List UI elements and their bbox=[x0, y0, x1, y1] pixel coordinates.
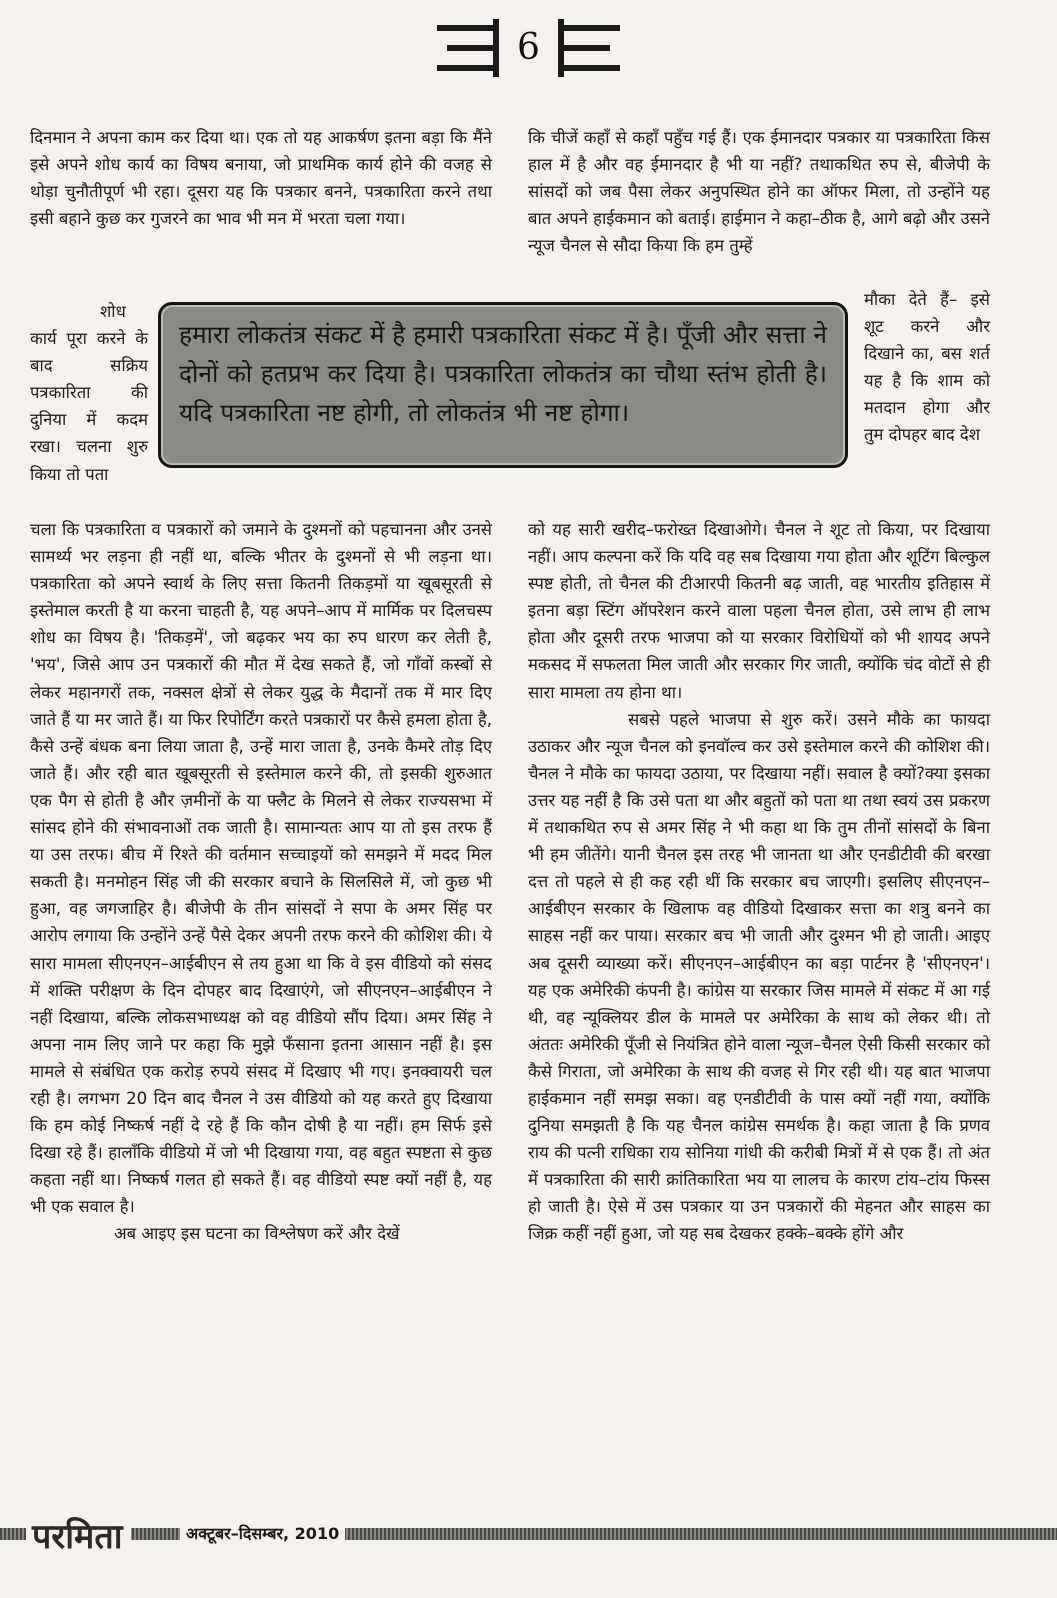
paragraph: सबसे पहले भाजपा से शुरु करें। उसने मौके का फायदा उठाकर और न्यूज चैनल को इनवॉल्व कर उसे इस्तेमाल करने की कोशिश की। चैनल ने मौके का फायदा उठाया, पर दिखाया नहीं। सवाल है क्यों?क्या इसका उत्तर यह नहीं है कि उसे पता था और बहुतों को पता था तथा स्वयं उस प्रकरण में तथाकथित रुप से अमर सिंह ने भी कहा था कि तुम तीनों सांसदों के बिना भी हम जीतेंगे। यानी चैनल इस तरह भी जानता था और एनडीटीवी की बरखा दत्त तो पहले से ही कह रही थीं कि सरकार बच जाएगी। इसलिए सीएनएन–आईबीएन सरकार के खिलाफ वह वीडियो दिखाकर सत्ता का शत्रु बनने का साहस नहीं कर पाया। सरकार बच भी जाती और दुश्मन भी हो जाती। आइए अब दूसरी व्याख्या करें। सीएनएन–आईबीएन का बड़ा पार्टनर है 'सीएनएन'। यह एक अमेरिकी कंपनी है। कांग्रेस या सरकार जिस मामले में संकट में आ गई थी, वह न्यूक्लियर डील के मामले पर अमेरिका के साथ को लेकर थी। तो अंततः अमेरिकी पूँजी से नियंत्रित होने वाला न्यूज–चैनल ऐसी किसी सरकार को कैसे गिराता, जो अमेरिका के साथ की वजह से गिर रही थी। यह बात भाजपा हाईकमान नहीं समझ सका। वह एनडीटीवी के पास क्यों नहीं गया, क्योंकि दुनिया समझती है कि यह चैनल कांग्रेस समर्थक है। कहा जाता है कि प्रणव राय की पत्नी राधिका राय सोनिया गांधी की करीबी मित्रों में से एक हैं। तो अंत में पत्रकारिता की सारी क्रांतिकारिता भय या लालच के कारण टांय–टांय फिस्स हो जाती है। ऐसे में उस पत्रकार या उन पत्रकारों की मेहनत और साहस का जिक्र कहीं नहीं हुआ, जो यह सब देखकर हक्के–बक्के होंगे और bbox=[528, 709, 990, 1244]
paragraph: शोध कार्य पूरा करने के बाद सक्रिय पत्रकारिता की दुनिया में कदम रखा। चलना शुरु किया तो पता bbox=[30, 302, 148, 484]
left-column-top bbox=[30, 124, 492, 232]
page-header bbox=[0, 8, 1057, 88]
footer-rule bbox=[0, 1528, 1057, 1540]
magazine-logo: परमिता bbox=[26, 1512, 131, 1558]
right-column-top bbox=[528, 124, 990, 259]
left-wrap-text bbox=[30, 298, 148, 488]
pull-quote: हमारा लोकतंत्र संकट में है हमारी पत्रकारिता संकट में है। पूँजी और सत्ता ने दोनों को हतप्रभ कर दिया है। पत्रकारिता लोकतंत्र का चौथा स्तंभ होती है। यदि पत्रकारिता नष्ट होगी, तो लोकतंत्र भी नष्ट होगा। bbox=[158, 302, 848, 468]
right-folio-ornament-icon bbox=[548, 13, 626, 83]
paragraph: को यह सारी खरीद–फरोख्त दिखाओगे। चैनल ने शूट तो किया, पर दिखाया नहीं। आप कल्पना करें कि यदि वह सब दिखाया गया होता और शूटिंग बिल्कुल स्पष्ट होती, तो चैनल की टीआरपी कितनी बढ़ जाती, वह भारतीय इतिहास में इतना बड़ा स्टिंग ऑपरेशन करने वाला पहला चैनल होता, उसे लाभ ही लाभ होता और दूसरी तरफ भाजपा को या सरकार विरोधियों को भी शायद अपने मकसद में सफलता मिल जाती और सरकार गिर जाती, क्योंकि चंद वोटों से ही सारा मामला तय होना था। bbox=[528, 520, 990, 702]
paragraph: चला कि पत्रकारिता व पत्रकारों को जमाने के दुश्मनों को पहचानना और उनसे सामर्थ्य भर लड़ना ही नहीं था, बल्कि भीतर के दुश्मनों से भी लड़ना था। पत्रकारिता को अपने स्वार्थ के लिए सत्ता कितनी तिकड़मों या खूबसूरती से इस्तेमाल करती है या करना चाहती है, यह अपने–आप में मार्मिक पर दिलचस्प शोध का विषय है। 'तिकड़में', जो बढ़कर भय का रुप धारण कर लेती है, 'भय', जिसे आप उन पत्रकारों की मौत में देख सकते हैं, जो गाँवों कस्बों से लेकर महानगरों तक, नक्सल क्षेत्रों से लेकर युद्ध के मैदानों तक में मार दिए जाते हैं या मर जाते हैं। या फिर रिपोर्टिंग करते पत्रकारों पर कैसे हमला होता है, कैसे उन्हें बंधक बना लिया जाता है, उन्हें मारा जाता है, उनके कैमरे तोड़ दिए जाते हैं। और रही बात खूबसूरती से इस्तेमाल करने की, तो इसकी शुरुआत एक पैग से होती है और ज़मीनों के या फ्लैट के मिलने से लेकर राज्यसभा में सांसद होने की संभावनाओं तक जाती है। सामान्यतः आप या तो इस तरफ हैं या उस तरफ। बीच में रिश्ते की वर्तमान सच्चाइयों को समझने में मदद मिल सकती है। मनमोहन सिंह जी की सरकार बचाने के सिलसिले में, जो कुछ भी हुआ, वह जगजाहिर है। बीजेपी के तीन सांसदों ने सपा के अमर सिंह पर आरोप लगाया कि उन्होंने उन्हें पैसे देकर अपनी तरफ करने की कोशिश की। ये सारा मामला सीएनएन–आईबीएन से तय हुआ था कि वे इस वीडियो को संसद में शक्ति परीक्षण के दिन दोपहर बाद दिखाएंगे, जो सीएनएन–आईबीएन ने नहीं दिखाया, बल्कि लोकसभाध्यक्ष को वह वीडियो सौंप दिया। अमर सिंह ने अपना नाम लिए जाने पर कहा कि मुझे फँसाना इतना आसान नहीं है। इस मामले से संबंधित एक करोड़ रुपये संसद में दिखाए भी गए। इनक्वायरी चल रही है। लगभग 20 दिन बाद चैनल ने उस वीडियो को यह करते हुए दिखाया कि हम कोई निष्कर्ष नहीं दे रहे हैं कि कौन दोषी है या नहीं। हम सिर्फ इसे दिखा रहे हैं। हालाँकि वीडियो में जो भी दिखाया गया, वह बहुत स्पष्टता से कुछ कहता नहीं था। निष्कर्ष गलत हो सकते हैं। वह वीडियो स्पष्ट क्यों नहीं है, यह भी एक सवाल है। bbox=[30, 520, 492, 1217]
paragraph-last-line: अब आइए इस घटना का विश्लेषण करें और देखें bbox=[114, 1224, 400, 1244]
right-wrap-text bbox=[864, 286, 990, 449]
page-footer bbox=[0, 1510, 1057, 1570]
paragraph: दिनमान ने अपना काम कर दिया था। एक तो यह आकर्षण इतना बड़ा कि मैंने इसे अपने शोध कार्य का विषय बनाया, जो प्राथमिक कार्य होने की वजह से थोड़ा चुनौतीपूर्ण भी रहा। दूसरा यह कि पत्रकार बनने, पत्रकारिता करने तथा इसी बहाने कुछ कर गुजरने का भाव भी मन में भरता चला गया। bbox=[30, 128, 492, 229]
page-number: 6 bbox=[517, 27, 540, 68]
paragraph: मौका देते हैं– इसे शूट करने और दिखाने का, बस शर्त यह है कि शाम को मतदान होगा और तुम दोपहर बाद देश bbox=[864, 290, 990, 445]
left-folio-ornament-icon bbox=[431, 13, 509, 83]
left-column-body bbox=[30, 516, 492, 1248]
right-column-body bbox=[528, 516, 990, 1248]
paragraph: कि चीजें कहाँ से कहाँ पहुँच गई हैं। एक ईमानदार पत्रकार या पत्रकारिता किस हाल में है और वह ईमानदार है भी या नहीं? तथाकथित रुप से, बीजेपी के सांसदों को जब पैसा लेकर अनुपस्थित होने का ऑफर मिला, तो उन्होंने यह बात अपने हाईकमान को बताई। हाईमान ने कहा–ठीक है, आगे बढ़ो और उसने न्यूज चैनल से सौदा किया कि हम तुम्हें bbox=[528, 128, 990, 256]
issue-date: अक्टूबर–दिसम्बर, 2010 bbox=[180, 1522, 345, 1544]
